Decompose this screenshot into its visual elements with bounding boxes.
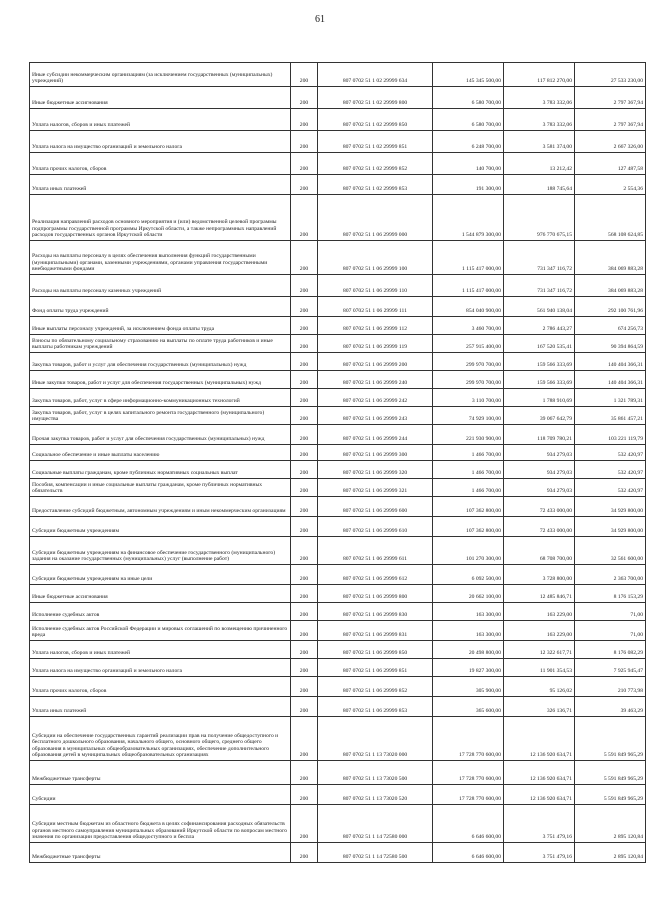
unexecuted-amount-cell: 1 321 789,31 — [575, 389, 646, 407]
unexecuted-amount-cell: 2 895 120,84 — [575, 805, 646, 843]
admin-code-cell: 200 — [291, 317, 318, 335]
unexecuted-amount-cell: 103 221 119,79 — [575, 425, 646, 445]
unexecuted-amount-cell: 210 773,98 — [575, 677, 646, 697]
approved-amount-cell: 6 092 500,00 — [433, 565, 504, 585]
executed-amount-cell: 3 783 332,06 — [504, 109, 575, 131]
row-name-cell: Уплата прочих налогов, сборов — [30, 677, 291, 697]
classification-code-cell: 807 0702 51 1 06 29999 831 — [318, 621, 433, 641]
admin-code-cell: 200 — [291, 407, 318, 425]
executed-amount-cell: 118 709 780,21 — [504, 425, 575, 445]
executed-amount-cell: 3 581 374,00 — [504, 131, 575, 153]
executed-amount-cell: 163 229,00 — [504, 621, 575, 641]
approved-amount-cell: 163 300,00 — [433, 621, 504, 641]
classification-code-cell: 807 0702 51 1 06 29999 611 — [318, 537, 433, 565]
classification-code-cell: 807 0702 51 1 02 29999 853 — [318, 175, 433, 195]
executed-amount-cell: 12 136 920 634,71 — [504, 761, 575, 785]
approved-amount-cell: 145 345 500,00 — [433, 63, 504, 87]
table-row — [30, 843, 646, 863]
unexecuted-amount-cell: 8 176 153,29 — [575, 585, 646, 603]
admin-code-cell: 200 — [291, 805, 318, 843]
classification-code-cell: 807 0702 51 1 06 29999 850 — [318, 641, 433, 659]
table-row — [30, 389, 646, 407]
table-row — [30, 717, 646, 761]
table-row — [30, 63, 646, 87]
classification-code-cell: 807 0702 51 1 06 29999 830 — [318, 603, 433, 621]
table-row — [30, 335, 646, 353]
row-name-cell: Пособия, компенсации и иные социальные выплаты гражданам, кроме публичных нормативных обязательств — [30, 479, 291, 497]
executed-amount-cell: 159 566 333,69 — [504, 353, 575, 371]
table-row — [30, 275, 646, 297]
admin-code-cell: 200 — [291, 843, 318, 863]
row-name-cell: Субсидии — [30, 785, 291, 805]
admin-code-cell: 200 — [291, 621, 318, 641]
table-row — [30, 195, 646, 241]
admin-code-cell: 200 — [291, 761, 318, 785]
table-row — [30, 479, 646, 497]
executed-amount-cell: 731 347 116,72 — [504, 275, 575, 297]
approved-amount-cell: 299 970 700,00 — [433, 371, 504, 389]
row-name-cell: Предоставление субсидий бюджетным, автономным учреждениям и иным некоммерческим организациям — [30, 497, 291, 517]
admin-code-cell: 200 — [291, 677, 318, 697]
executed-amount-cell: 3 751 479,16 — [504, 843, 575, 863]
unexecuted-amount-cell: 140 404 366,31 — [575, 353, 646, 371]
unexecuted-amount-cell: 2 797 367,94 — [575, 87, 646, 109]
approved-amount-cell: 163 300,00 — [433, 603, 504, 621]
row-name-cell: Субсидии бюджетным учреждениям на финансовое обеспечение государственного (муниципального) задания на оказание государственных (муниципальных) услуг (выполнение работ) — [30, 537, 291, 565]
approved-amount-cell: 1 466 700,00 — [433, 461, 504, 479]
executed-amount-cell: 12 136 920 634,71 — [504, 785, 575, 805]
approved-amount-cell: 19 827 300,00 — [433, 659, 504, 677]
admin-code-cell: 200 — [291, 371, 318, 389]
executed-amount-cell: 3 783 332,06 — [504, 87, 575, 109]
table-row — [30, 371, 646, 389]
row-name-cell: Закупка товаров, работ, услуг в сфере информационно-коммуникационных технологий — [30, 389, 291, 407]
executed-amount-cell: 188 745,64 — [504, 175, 575, 195]
admin-code-cell: 200 — [291, 195, 318, 241]
executed-amount-cell: 934 279,03 — [504, 445, 575, 461]
admin-code-cell: 200 — [291, 461, 318, 479]
admin-code-cell: 200 — [291, 241, 318, 275]
unexecuted-amount-cell: 8 176 082,29 — [575, 641, 646, 659]
row-name-cell: Закупка товаров, работ, услуг в целях капитального ремонта государственного (муниципального) имущества — [30, 407, 291, 425]
executed-amount-cell: 976 770 675,15 — [504, 195, 575, 241]
admin-code-cell: 200 — [291, 717, 318, 761]
classification-code-cell: 807 0702 51 1 06 29999 300 — [318, 445, 433, 461]
unexecuted-amount-cell: 532 420,97 — [575, 445, 646, 461]
admin-code-cell: 200 — [291, 153, 318, 175]
row-name-cell: Расходы на выплаты персоналу в целях обеспечения выполнения функций государственными (муниципальными) органами, казенными учреждениями, органами управления государственными внебюджетными фондами — [30, 241, 291, 275]
executed-amount-cell: 72 433 000,00 — [504, 497, 575, 517]
approved-amount-cell: 299 970 700,00 — [433, 353, 504, 371]
row-name-cell: Уплата налога на имущество организаций и земельного налога — [30, 659, 291, 677]
executed-amount-cell: 1 788 910,69 — [504, 389, 575, 407]
approved-amount-cell: 365 600,00 — [433, 697, 504, 717]
unexecuted-amount-cell: 2 363 700,00 — [575, 565, 646, 585]
table-row — [30, 621, 646, 641]
row-name-cell: Уплата налогов, сборов и иных платежей — [30, 109, 291, 131]
admin-code-cell: 200 — [291, 335, 318, 353]
approved-amount-cell: 3 110 700,00 — [433, 389, 504, 407]
table-row — [30, 565, 646, 585]
executed-amount-cell: 95 126,02 — [504, 677, 575, 697]
executed-amount-cell: 117 812 270,00 — [504, 63, 575, 87]
table-row — [30, 153, 646, 175]
classification-code-cell: 807 0702 51 1 06 29999 852 — [318, 677, 433, 697]
executed-amount-cell: 3 728 800,00 — [504, 565, 575, 585]
classification-code-cell: 807 0702 51 1 14 72580 500 — [318, 843, 433, 863]
table-row — [30, 659, 646, 677]
admin-code-cell: 200 — [291, 297, 318, 317]
unexecuted-amount-cell: 140 404 366,31 — [575, 371, 646, 389]
table-row — [30, 585, 646, 603]
approved-amount-cell: 74 929 100,00 — [433, 407, 504, 425]
approved-amount-cell: 107 362 800,00 — [433, 517, 504, 537]
row-name-cell: Иные выплаты персоналу учреждений, за исключением фонда оплаты труда — [30, 317, 291, 335]
executed-amount-cell: 12 322 617,71 — [504, 641, 575, 659]
classification-code-cell: 807 0702 51 1 06 29999 242 — [318, 389, 433, 407]
row-name-cell: Фонд оплаты труда учреждений — [30, 297, 291, 317]
table-row — [30, 445, 646, 461]
unexecuted-amount-cell: 35 861 457,21 — [575, 407, 646, 425]
approved-amount-cell: 17 728 770 600,00 — [433, 717, 504, 761]
table-row — [30, 537, 646, 565]
row-name-cell: Закупка товаров, работ и услуг для обеспечения государственных (муниципальных) нужд — [30, 353, 291, 371]
table-row — [30, 425, 646, 445]
executed-amount-cell: 3 751 479,16 — [504, 805, 575, 843]
executed-amount-cell: 934 279,03 — [504, 479, 575, 497]
table-row — [30, 407, 646, 425]
classification-code-cell: 807 0702 51 1 06 29999 240 — [318, 371, 433, 389]
approved-amount-cell: 6 646 600,00 — [433, 805, 504, 843]
classification-code-cell: 807 0702 51 1 13 73020 500 — [318, 761, 433, 785]
classification-code-cell: 807 0702 51 1 14 72580 000 — [318, 805, 433, 843]
unexecuted-amount-cell: 71,00 — [575, 621, 646, 641]
classification-code-cell: 807 0702 51 1 02 29999 800 — [318, 87, 433, 109]
unexecuted-amount-cell: 2 797 367,94 — [575, 109, 646, 131]
approved-amount-cell: 101 270 300,00 — [433, 537, 504, 565]
admin-code-cell: 200 — [291, 63, 318, 87]
approved-amount-cell: 257 915 400,00 — [433, 335, 504, 353]
unexecuted-amount-cell: 5 591 849 965,29 — [575, 717, 646, 761]
approved-amount-cell: 221 930 900,00 — [433, 425, 504, 445]
row-name-cell: Социальные выплаты гражданам, кроме публичных нормативных социальных выплат — [30, 461, 291, 479]
approved-amount-cell: 854 040 900,00 — [433, 297, 504, 317]
admin-code-cell: 200 — [291, 175, 318, 195]
table-row — [30, 109, 646, 131]
unexecuted-amount-cell: 2 895 120,84 — [575, 843, 646, 863]
admin-code-cell: 200 — [291, 497, 318, 517]
executed-amount-cell: 159 566 333,69 — [504, 371, 575, 389]
admin-code-cell: 200 — [291, 109, 318, 131]
classification-code-cell: 807 0702 51 1 06 29999 853 — [318, 697, 433, 717]
approved-amount-cell: 17 728 770 600,00 — [433, 785, 504, 805]
table-row — [30, 497, 646, 517]
unexecuted-amount-cell: 2 667 326,00 — [575, 131, 646, 153]
unexecuted-amount-cell: 532 420,97 — [575, 479, 646, 497]
executed-amount-cell: 13 212,42 — [504, 153, 575, 175]
admin-code-cell: 200 — [291, 641, 318, 659]
admin-code-cell: 200 — [291, 479, 318, 497]
table-row — [30, 461, 646, 479]
admin-code-cell: 200 — [291, 517, 318, 537]
approved-amount-cell: 20 662 100,00 — [433, 585, 504, 603]
budget-execution-table — [29, 62, 646, 863]
row-name-cell: Иные бюджетные ассигнования — [30, 585, 291, 603]
executed-amount-cell: 12 136 920 634,71 — [504, 717, 575, 761]
unexecuted-amount-cell: 34 929 800,00 — [575, 497, 646, 517]
executed-amount-cell: 12 485 846,71 — [504, 585, 575, 603]
unexecuted-amount-cell: 384 069 883,28 — [575, 241, 646, 275]
admin-code-cell: 200 — [291, 659, 318, 677]
approved-amount-cell: 6 580 700,00 — [433, 109, 504, 131]
classification-code-cell: 807 0702 51 1 06 29999 610 — [318, 517, 433, 537]
table-row — [30, 641, 646, 659]
admin-code-cell: 200 — [291, 389, 318, 407]
approved-amount-cell: 17 728 770 600,00 — [433, 761, 504, 785]
classification-code-cell: 807 0702 51 1 06 29999 110 — [318, 275, 433, 297]
admin-code-cell: 200 — [291, 445, 318, 461]
unexecuted-amount-cell: 532 420,97 — [575, 461, 646, 479]
row-name-cell: Иные субсидии некоммерческим организациям (за исключением государственных (муниципальных) учреждений) — [30, 63, 291, 87]
classification-code-cell: 807 0702 51 1 06 29999 244 — [318, 425, 433, 445]
row-name-cell: Расходы на выплаты персоналу казенных учреждений — [30, 275, 291, 297]
classification-code-cell: 807 0702 51 1 06 29999 612 — [318, 565, 433, 585]
approved-amount-cell: 1 115 417 000,00 — [433, 275, 504, 297]
executed-amount-cell: 68 708 700,00 — [504, 537, 575, 565]
table-row — [30, 761, 646, 785]
row-name-cell: Исполнение судебных актов Российской Федерации и мировых соглашений по возмещению причиненного вреда — [30, 621, 291, 641]
classification-code-cell: 807 0702 51 1 13 73020 000 — [318, 717, 433, 761]
approved-amount-cell: 3 460 700,00 — [433, 317, 504, 335]
admin-code-cell: 200 — [291, 603, 318, 621]
admin-code-cell: 200 — [291, 697, 318, 717]
approved-amount-cell: 1 466 700,00 — [433, 479, 504, 497]
table-row — [30, 677, 646, 697]
row-name-cell: Уплата иных платежей — [30, 175, 291, 195]
classification-code-cell: 807 0702 51 1 02 29999 851 — [318, 131, 433, 153]
unexecuted-amount-cell: 568 108 624,85 — [575, 195, 646, 241]
classification-code-cell: 807 0702 51 1 02 29999 634 — [318, 63, 433, 87]
classification-code-cell: 807 0702 51 1 06 29999 111 — [318, 297, 433, 317]
approved-amount-cell: 107 362 800,00 — [433, 497, 504, 517]
classification-code-cell: 807 0702 51 1 06 29999 100 — [318, 241, 433, 275]
unexecuted-amount-cell: 5 591 849 965,29 — [575, 785, 646, 805]
row-name-cell: Межбюджетные трансферты — [30, 761, 291, 785]
approved-amount-cell: 6 646 600,00 — [433, 843, 504, 863]
approved-amount-cell: 1 466 700,00 — [433, 445, 504, 461]
row-name-cell: Взносы по обязательному социальному страхованию на выплаты по оплате труда работников и иные выплаты работникам учреждений — [30, 335, 291, 353]
row-name-cell: Межбюджетные трансферты — [30, 843, 291, 863]
unexecuted-amount-cell: 292 100 761,96 — [575, 297, 646, 317]
approved-amount-cell: 6 580 700,00 — [433, 87, 504, 109]
admin-code-cell: 200 — [291, 87, 318, 109]
admin-code-cell: 200 — [291, 425, 318, 445]
classification-code-cell: 807 0702 51 1 06 29999 321 — [318, 479, 433, 497]
classification-code-cell: 807 0702 51 1 06 29999 000 — [318, 195, 433, 241]
classification-code-cell: 807 0702 51 1 06 29999 800 — [318, 585, 433, 603]
unexecuted-amount-cell: 39 463,29 — [575, 697, 646, 717]
executed-amount-cell: 731 347 116,72 — [504, 241, 575, 275]
executed-amount-cell: 167 520 535,41 — [504, 335, 575, 353]
approved-amount-cell: 6 248 700,00 — [433, 131, 504, 153]
table-row — [30, 353, 646, 371]
approved-amount-cell: 305 900,00 — [433, 677, 504, 697]
unexecuted-amount-cell: 384 069 883,28 — [575, 275, 646, 297]
admin-code-cell: 200 — [291, 353, 318, 371]
admin-code-cell: 200 — [291, 565, 318, 585]
classification-code-cell: 807 0702 51 1 02 29999 850 — [318, 109, 433, 131]
table-row — [30, 805, 646, 843]
row-name-cell: Социальное обеспечение и иные выплаты населению — [30, 445, 291, 461]
table-row — [30, 603, 646, 621]
table-row — [30, 697, 646, 717]
unexecuted-amount-cell: 127 487,58 — [575, 153, 646, 175]
classification-code-cell: 807 0702 51 1 13 73020 520 — [318, 785, 433, 805]
approved-amount-cell: 191 300,00 — [433, 175, 504, 195]
row-name-cell: Иные бюджетные ассигнования — [30, 87, 291, 109]
table-row — [30, 297, 646, 317]
executed-amount-cell: 326 136,71 — [504, 697, 575, 717]
classification-code-cell: 807 0702 51 1 06 29999 243 — [318, 407, 433, 425]
executed-amount-cell: 934 279,03 — [504, 461, 575, 479]
table-row — [30, 241, 646, 275]
executed-amount-cell: 72 433 000,00 — [504, 517, 575, 537]
executed-amount-cell: 39 067 642,79 — [504, 407, 575, 425]
executed-amount-cell: 561 940 138,04 — [504, 297, 575, 317]
table-row — [30, 517, 646, 537]
row-name-cell: Уплата налога на имущество организаций и земельного налога — [30, 131, 291, 153]
executed-amount-cell: 11 901 354,53 — [504, 659, 575, 677]
table-row — [30, 317, 646, 335]
unexecuted-amount-cell: 5 591 849 965,29 — [575, 761, 646, 785]
approved-amount-cell: 1 115 417 000,00 — [433, 241, 504, 275]
unexecuted-amount-cell: 71,00 — [575, 603, 646, 621]
admin-code-cell: 200 — [291, 785, 318, 805]
unexecuted-amount-cell: 90 394 864,59 — [575, 335, 646, 353]
unexecuted-amount-cell: 27 533 230,00 — [575, 63, 646, 87]
unexecuted-amount-cell: 34 929 800,00 — [575, 517, 646, 537]
row-name-cell: Иные закупки товаров, работ и услуг для обеспечения государственных (муниципальных) нужд — [30, 371, 291, 389]
admin-code-cell: 200 — [291, 537, 318, 565]
executed-amount-cell: 2 786 443,27 — [504, 317, 575, 335]
table-row — [30, 131, 646, 153]
row-name-cell: Реализация направлений расходов основного мероприятия и (или) ведомственной целевой программы подпрограммы государственной программы Иркутской области, а также непрограммных направлений расходов государственных органов Иркутской области — [30, 195, 291, 241]
table-row — [30, 785, 646, 805]
admin-code-cell: 200 — [291, 275, 318, 297]
approved-amount-cell: 1 544 879 300,00 — [433, 195, 504, 241]
row-name-cell: Уплата иных платежей — [30, 697, 291, 717]
row-name-cell: Прочая закупка товаров, работ и услуг для обеспечения государственных (муниципальных) нужд — [30, 425, 291, 445]
classification-code-cell: 807 0702 51 1 06 29999 200 — [318, 353, 433, 371]
row-name-cell: Субсидии бюджетным учреждениям на иные цели — [30, 565, 291, 585]
row-name-cell: Субсидии местным бюджетам из областного бюджета в целях софинансирования расходных обязательств органов местного самоуправления муниципальных образований Иркутской области по вопросам местного значения по организации предоставления общедоступного и беспла — [30, 805, 291, 843]
classification-code-cell: 807 0702 51 1 06 29999 600 — [318, 497, 433, 517]
unexecuted-amount-cell: 32 561 600,00 — [575, 537, 646, 565]
classification-code-cell: 807 0702 51 1 06 29999 112 — [318, 317, 433, 335]
table-row — [30, 175, 646, 195]
row-name-cell: Исполнение судебных актов — [30, 603, 291, 621]
approved-amount-cell: 20 498 800,00 — [433, 641, 504, 659]
unexecuted-amount-cell: 7 925 945,47 — [575, 659, 646, 677]
row-name-cell: Уплата прочих налогов, сборов — [30, 153, 291, 175]
classification-code-cell: 807 0702 51 1 06 29999 320 — [318, 461, 433, 479]
unexecuted-amount-cell: 2 554,36 — [575, 175, 646, 195]
table-row — [30, 87, 646, 109]
row-name-cell: Субсидии на обеспечение государственных гарантий реализации прав на получение общедоступного и бесплатного дошкольного образования, начального общего, основного общего, среднего общего образования в муниципальных общеобразовательных организациях, обеспечение дополнительного образования детей в муниципальных общеобразовательных организациях — [30, 717, 291, 761]
admin-code-cell: 200 — [291, 585, 318, 603]
unexecuted-amount-cell: 674 256,73 — [575, 317, 646, 335]
classification-code-cell: 807 0702 51 1 06 29999 119 — [318, 335, 433, 353]
row-name-cell: Уплата налогов, сборов и иных платежей — [30, 641, 291, 659]
admin-code-cell: 200 — [291, 131, 318, 153]
executed-amount-cell: 163 229,00 — [504, 603, 575, 621]
approved-amount-cell: 140 700,00 — [433, 153, 504, 175]
classification-code-cell: 807 0702 51 1 02 29999 852 — [318, 153, 433, 175]
classification-code-cell: 807 0702 51 1 06 29999 851 — [318, 659, 433, 677]
row-name-cell: Субсидии бюджетным учреждениям — [30, 517, 291, 537]
page-number: 61 — [315, 14, 325, 25]
